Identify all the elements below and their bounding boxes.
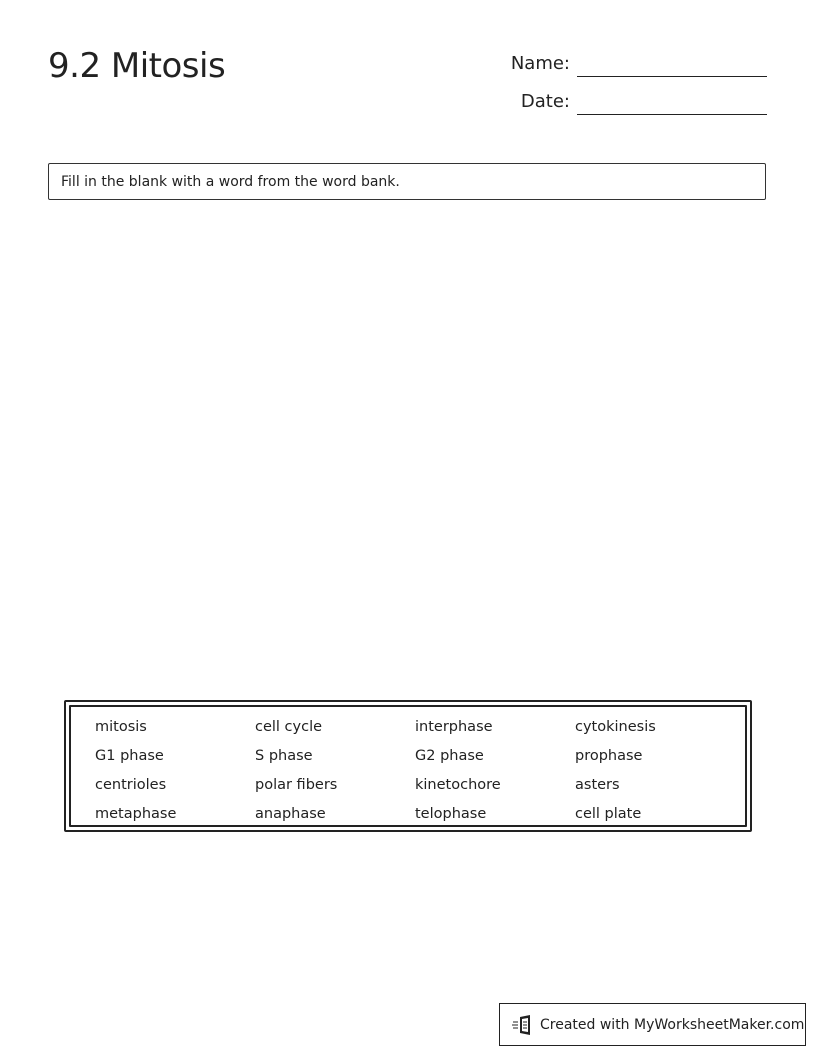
date-field[interactable]: [577, 114, 767, 115]
word-bank-item: mitosis: [95, 719, 147, 735]
word-bank-inner-border: [69, 705, 747, 827]
page-title: 9.2 Mitosis: [48, 46, 226, 86]
word-bank-item: cytokinesis: [575, 719, 656, 735]
name-field[interactable]: [577, 76, 767, 77]
word-bank-item: G2 phase: [415, 748, 484, 764]
word-bank-item: asters: [575, 777, 620, 793]
credit-text: Created with MyWorksheetMaker.com: [540, 1016, 805, 1033]
word-bank-item: polar fibers: [255, 777, 338, 793]
word-bank-grid: [95, 713, 735, 829]
word-bank-item: S phase: [255, 748, 313, 764]
word-bank-item: interphase: [415, 719, 493, 735]
word-bank-item: centrioles: [95, 777, 167, 793]
name-label: Name:: [510, 53, 570, 74]
credit-badge[interactable]: [499, 1003, 806, 1046]
word-bank: [64, 700, 752, 832]
word-bank-item: G1 phase: [95, 748, 164, 764]
worksheet-maker-logo-icon: [512, 1014, 534, 1036]
word-bank-item: cell cycle: [255, 719, 323, 735]
word-bank-item: cell plate: [575, 806, 642, 822]
word-bank-item: prophase: [575, 748, 643, 764]
word-bank-item: anaphase: [255, 806, 326, 822]
word-bank-item: kinetochore: [415, 777, 501, 793]
instructions-box: Fill in the blank with a word from the word bank.: [48, 163, 766, 200]
date-label: Date:: [520, 91, 570, 112]
word-bank-item: telophase: [415, 806, 487, 822]
word-bank-item: metaphase: [95, 806, 177, 822]
